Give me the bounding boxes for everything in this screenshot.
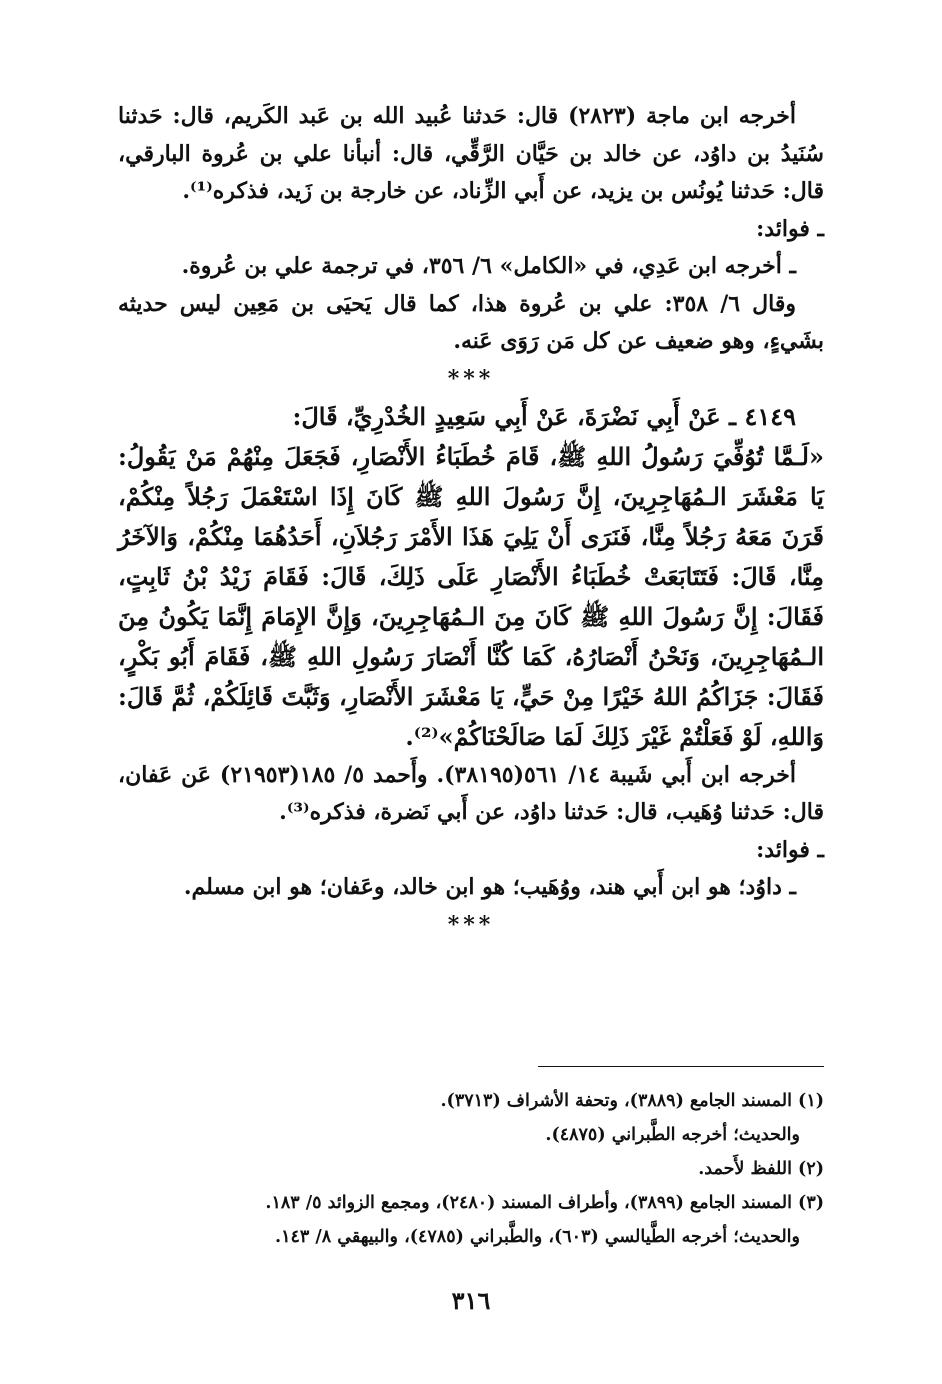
- takhrij-paragraph-2: أخرجه ابن أَبي شَيبة ١٤/ ٥٦١(٣٨١٩٥). وأَحمد ٥/ ١٨٥(٢١٩٥٣) عَن عَفان، قال: حَدثنا وُهَيب، قال: حَدثنا داوُد، عن أَبي نَضرة، فذكره⁽³⁾.: [118, 761, 824, 825]
- section-separator-2: ***: [447, 911, 495, 938]
- fawaid-heading-2: ـ فوائد:: [756, 836, 824, 863]
- footnote-1: (١) المسند الجامع (٣٨٨٩)، وتحفة الأشراف (٣٧١٣).: [440, 1091, 824, 1111]
- fawaid-text-2: ـ داوُد؛ هو ابن أَبي هند، ووُهَيب؛ هو ابن خالد، وعَفان؛ هو ابن مسلم.: [183, 874, 796, 900]
- hadith-text: «لَـمَّا تُوُفِّيَ رَسُولُ اللهِ ﷺ، قَامَ خُطَبَاءُ الأَنْصَارِ، فَجَعَلَ مِنْهُمْ مَنْ يَقُولُ: يَا مَعْشَرَ الـمُهَاجِرِينَ، إِنَّ رَسُولَ اللهِ ﷺ كَانَ إِذَا اسْتَعْمَلَ رَجُلاً مِنْكُمْ، قَرَنَ مَعَهُ رَجُلاً مِنَّا، فَنَرَى أَنْ يَلِيَ هَذَا الأَمْرَ رَجُلاَنِ، أَحَدُهُمَا مِنْكُمْ، وَالآخَرُ مِنَّا، قَالَ: فَتَتَابَعَتْ خُطَبَاءُ الأَنْصَارِ عَلَى ذَلِكَ، قَالَ: فَقَامَ زَيْدُ بْنُ ثَابِتٍ، فَقَالَ: إِنَّ رَسُولَ اللهِ ﷺ كَانَ مِنَ الـمُهَاجِرِينَ، وَإِنَّ الإِمَامَ إِنَّمَا يَكُونُ مِنَ الـمُهَاجِرِينَ، وَنَحْنُ أَنْصَارُهُ، كَمَا كُنَّا أَنْصَارَ رَسُولِ اللهِ ﷺ، فَقَامَ أَبُو بَكْرٍ، فَقَالَ: جَزَاكُمُ اللهُ خَيْرًا مِنْ حَيٍّ، يَا مَعْشَرَ الأَنْصَارِ، وَثَبَّتَ قَائِلَكُمْ، ثُمَّ قَالَ: وَاللهِ، لَوْ فَعَلْتُمْ غَيْرَ ذَلِكَ لَمَا صَالَحْنَاكُمْ»⁽²⁾.: [118, 441, 825, 751]
- footnote-1-continuation: والحديث؛ أخرجه الطَّبراني (٤٨٧٥).: [545, 1125, 800, 1145]
- fawaid-heading-1: ـ فوائد:: [756, 215, 824, 242]
- footnote-2: (٢) اللفظ لأَحمد.: [698, 1159, 824, 1179]
- main-text-column: [118, 98, 824, 943]
- footnote-3: (٣) المسند الجامع (٣٨٩٩)، وأطراف المسند (٢٤٨٠)، ومجمع الزوائد ٥/ ١٨٣.: [265, 1193, 824, 1213]
- footnote-3-continuation: والحديث؛ أخرجه الطَّيالسي (٦٠٣)، والطَّبراني (٤٧٨٥)، والبيهقي ٨/ ١٤٣.: [274, 1227, 800, 1247]
- footnote-divider: [538, 1066, 824, 1067]
- page-number: ٣١٦: [451, 1286, 491, 1315]
- takhrij-paragraph-1: أخرجه ابن ماجة (٢٨٢٣) قال: حَدثنا عُبيد الله بن عَبد الكَريم، قال: حَدثنا سُنَيدُ بن داوُد، عن خالد بن حَيَّان الرَّقِّي، قال: أنبأنا علي بن عُروة البارقي، قال: حَدثنا يُونُس بن يزيد، عن أَبي الزِّناد، عن خارجة بن زَيد، فذكره⁽¹⁾.: [118, 103, 824, 204]
- section-separator-1: ***: [447, 365, 495, 392]
- hadith-heading: ٤١٤٩ ـ عَنْ أَبِي نَضْرَةَ، عَنْ أَبِي سَعِيدٍ الخُدْرِيِّ، قَالَ:: [292, 401, 796, 431]
- commentary-paragraph: وقال ٦/ ٣٥٨: علي بن عُروة هذا، كما قال يَحيَى بن مَعِين ليس حديثه بشَيءٍ، وهو ضعيف عن كل مَن رَوَى عَنه.: [118, 290, 824, 354]
- footnotes: [118, 1084, 824, 1254]
- fawaid-text-1: ـ أخرجه ابن عَدِي، في «الكامل» ٦/ ٣٥٦، في ترجمة علي بن عُروة.: [181, 253, 796, 279]
